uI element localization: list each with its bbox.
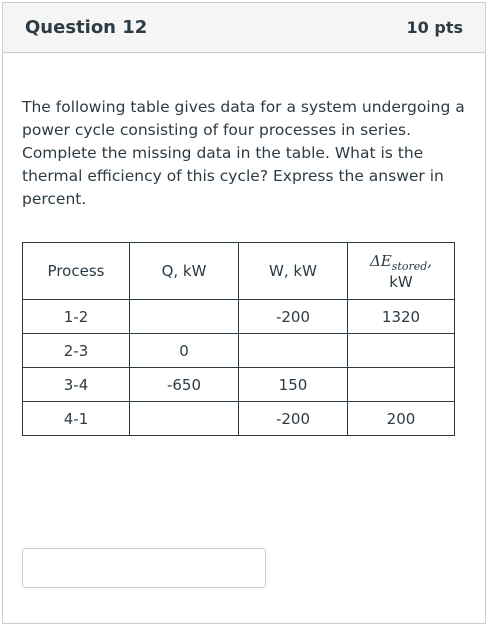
cell-q: 0 (130, 334, 239, 368)
question-body (22, 96, 467, 211)
cell-process: 4-1 (23, 402, 130, 436)
cell-w (239, 334, 348, 368)
cell-q (130, 402, 239, 436)
cell-delta-e: 1320 (348, 300, 455, 334)
table-row (23, 334, 455, 368)
cell-delta-e: 200 (348, 402, 455, 436)
table-row (23, 300, 455, 334)
cell-w: -200 (239, 402, 348, 436)
cell-delta-e (348, 368, 455, 402)
answer-input[interactable] (22, 548, 266, 588)
header-w: W, kW (239, 243, 348, 300)
cell-q (130, 300, 239, 334)
question-header (3, 3, 485, 53)
question-title: Question 12 (25, 17, 148, 38)
header-process: Process (23, 243, 130, 300)
cell-q: -650 (130, 368, 239, 402)
question-prompt: The following table gives data for a system undergoing a power cycle consisting of four processes in series. Complete the missing data in the table. What is the thermal efficiency of this cycle? Express the answer in percent. (22, 98, 465, 208)
cell-process: 3-4 (23, 368, 130, 402)
header-q: Q, kW (130, 243, 239, 300)
cell-w: -200 (239, 300, 348, 334)
table-row (23, 368, 455, 402)
table-row (23, 402, 455, 436)
delta-e-symbol: $\Delta E_{stored}$, (369, 251, 433, 273)
header-delta-e (348, 243, 455, 300)
delta-e-unit: kW (389, 272, 413, 291)
cell-process: 2-3 (23, 334, 130, 368)
data-table (22, 242, 455, 436)
cell-w: 150 (239, 368, 348, 402)
question-points: 10 pts (406, 18, 463, 37)
table-header-row (23, 243, 455, 300)
cell-delta-e (348, 334, 455, 368)
cell-process: 1-2 (23, 300, 130, 334)
